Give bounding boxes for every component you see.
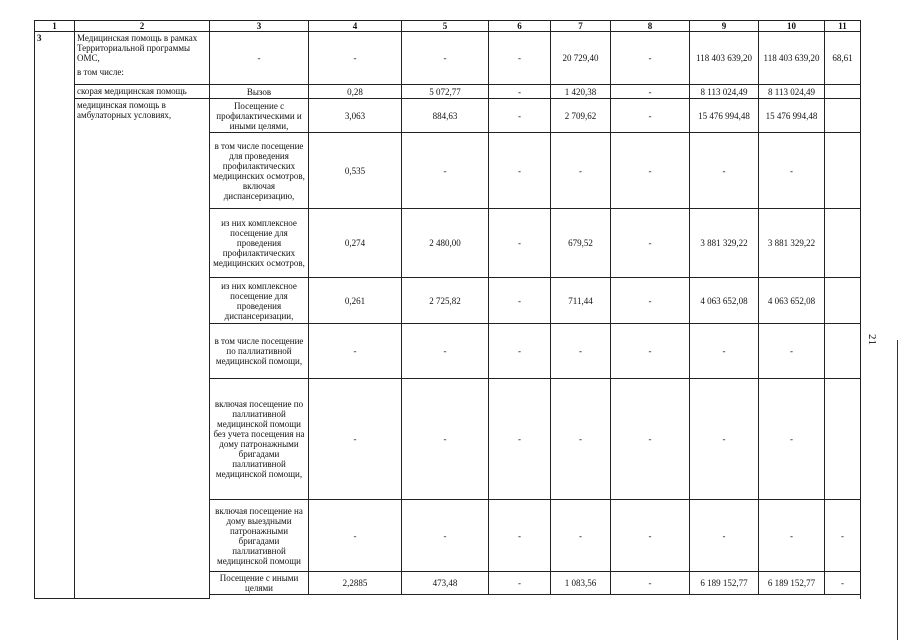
cell-c4: 0,28 (309, 85, 402, 99)
cell-c8: - (611, 379, 690, 500)
cell-c10: 118 403 639,20 (759, 32, 825, 85)
cell-c5: - (402, 32, 489, 85)
cell-c5: 5 072,77 (402, 85, 489, 99)
cell-c5: - (402, 500, 489, 572)
cell-c6: - (489, 133, 551, 209)
header-cell: 6 (489, 21, 551, 32)
cell-c11 (825, 278, 861, 324)
cell-c7: 20 729,40 (551, 32, 611, 85)
cell-unit: из них комплексное посещение для проведения диспансеризации, (210, 278, 309, 324)
cell-c6: - (489, 500, 551, 572)
cell-c5: - (402, 324, 489, 379)
header-cell: 11 (825, 21, 861, 32)
cell-c9: 8 113 024,49 (690, 85, 759, 99)
cell-c4: 3,063 (309, 99, 402, 133)
cell-c6: - (489, 99, 551, 133)
cell-c6: - (489, 572, 551, 595)
cell-c4: 0,261 (309, 278, 402, 324)
cell-unit: включая посещение по паллиативной медицинской помощи без учета посещения на дому патронажными бригадами паллиативной медицинской помощи, (210, 379, 309, 500)
row-label (75, 32, 210, 85)
cell-c4: 2,2885 (309, 572, 402, 595)
header-cell: 10 (759, 21, 825, 32)
row-number: 3 (35, 32, 75, 599)
cell-c7: 1 420,38 (551, 85, 611, 99)
cell-c7: 711,44 (551, 278, 611, 324)
table-row (35, 85, 861, 99)
cell-c4: - (309, 500, 402, 572)
row-label: скорая медицинская помощь (75, 85, 210, 99)
cell-unit: включая посещение на дому выездными патронажными бригадами паллиативной медицинской помощи (210, 500, 309, 572)
header-cell: 9 (690, 21, 759, 32)
cell-c8: - (611, 85, 690, 99)
cell-c10: 4 063 652,08 (759, 278, 825, 324)
header-cell: 8 (611, 21, 690, 32)
cell-c7: - (551, 500, 611, 572)
cell-c8: - (611, 324, 690, 379)
row-label-text: Медицинская помощь в рамках Территориальной программы ОМС, (77, 33, 198, 63)
cell-unit: Посещение с профилактическими и иными целями, (210, 99, 309, 133)
table-row (35, 99, 861, 133)
cell-c5: 2 480,00 (402, 209, 489, 278)
cell-c6: - (489, 209, 551, 278)
cell-c4: 0,274 (309, 209, 402, 278)
header-cell: 5 (402, 21, 489, 32)
cell-c11 (825, 133, 861, 209)
cell-c7: 1 083,56 (551, 572, 611, 595)
cell-c10: - (759, 379, 825, 500)
header-cell: 3 (210, 21, 309, 32)
cell-c11 (825, 379, 861, 500)
cell-unit: - (210, 32, 309, 85)
cell-c4: - (309, 324, 402, 379)
cell-c8: - (611, 99, 690, 133)
header-cell: 4 (309, 21, 402, 32)
cell-c4: 0,535 (309, 133, 402, 209)
cell-c6: - (489, 324, 551, 379)
cell-c4: - (309, 379, 402, 500)
cell-c9: 15 476 994,48 (690, 99, 759, 133)
cell-c8: - (611, 133, 690, 209)
page-edge-line (897, 340, 898, 640)
cell-c6: - (489, 85, 551, 99)
cell-c5: 2 725,82 (402, 278, 489, 324)
cell-c9: 4 063 652,08 (690, 278, 759, 324)
cell-c7: 679,52 (551, 209, 611, 278)
cell-c9: - (690, 379, 759, 500)
cell-c9: 3 881 329,22 (690, 209, 759, 278)
cell-c9: - (690, 500, 759, 572)
cell-c7: 2 709,62 (551, 99, 611, 133)
cell-c10: - (759, 324, 825, 379)
cell-c9: 6 189 152,77 (690, 572, 759, 595)
row-label-sub: в том числе: (77, 67, 124, 77)
cell-c9: 118 403 639,20 (690, 32, 759, 85)
cell-c11 (825, 99, 861, 133)
table-tail (210, 595, 861, 599)
cell-c8: - (611, 32, 690, 85)
cell-c11: - (825, 500, 861, 572)
cell-c11: 68,61 (825, 32, 861, 85)
cell-c11 (825, 209, 861, 278)
header-cell: 1 (35, 21, 75, 32)
page-number: 21 (866, 334, 878, 345)
cell-c8: - (611, 278, 690, 324)
header-row (35, 21, 861, 32)
cell-c10: 3 881 329,22 (759, 209, 825, 278)
cell-c7: - (551, 379, 611, 500)
cell-c5: 473,48 (402, 572, 489, 595)
header-cell: 7 (551, 21, 611, 32)
cell-c11 (825, 85, 861, 99)
cell-c11: - (825, 572, 861, 595)
cell-unit: в том числе посещение по паллиативной медицинской помощи, (210, 324, 309, 379)
cell-c10: 6 189 152,77 (759, 572, 825, 595)
cell-c6: - (489, 379, 551, 500)
cell-c9: - (690, 324, 759, 379)
cell-c10: 8 113 024,49 (759, 85, 825, 99)
cell-c6: - (489, 32, 551, 85)
cell-c10: 15 476 994,48 (759, 99, 825, 133)
cell-c9: - (690, 133, 759, 209)
cell-unit: Посещение с иными целями (210, 572, 309, 595)
cell-c5: - (402, 133, 489, 209)
cell-c7: - (551, 133, 611, 209)
cell-unit: Вызов (210, 85, 309, 99)
table-row (35, 32, 861, 85)
tariff-table (34, 20, 861, 599)
cell-c4: - (309, 32, 402, 85)
header-cell: 2 (75, 21, 210, 32)
cell-c10: - (759, 500, 825, 572)
cell-c8: - (611, 209, 690, 278)
cell-unit: из них комплексное посещение для проведения профилактических медицинских осмотров, (210, 209, 309, 278)
cell-c11 (825, 324, 861, 379)
cell-unit: в том числе посещение для проведения профилактических медицинских осмотров, включая диспансеризацию, (210, 133, 309, 209)
cell-c10: - (759, 133, 825, 209)
cell-c7: - (551, 324, 611, 379)
group-label: медицинская помощь в амбулаторных условиях, (75, 99, 210, 599)
cell-c8: - (611, 500, 690, 572)
cell-c5: 884,63 (402, 99, 489, 133)
cell-c6: - (489, 278, 551, 324)
cell-c5: - (402, 379, 489, 500)
cell-c8: - (611, 572, 690, 595)
